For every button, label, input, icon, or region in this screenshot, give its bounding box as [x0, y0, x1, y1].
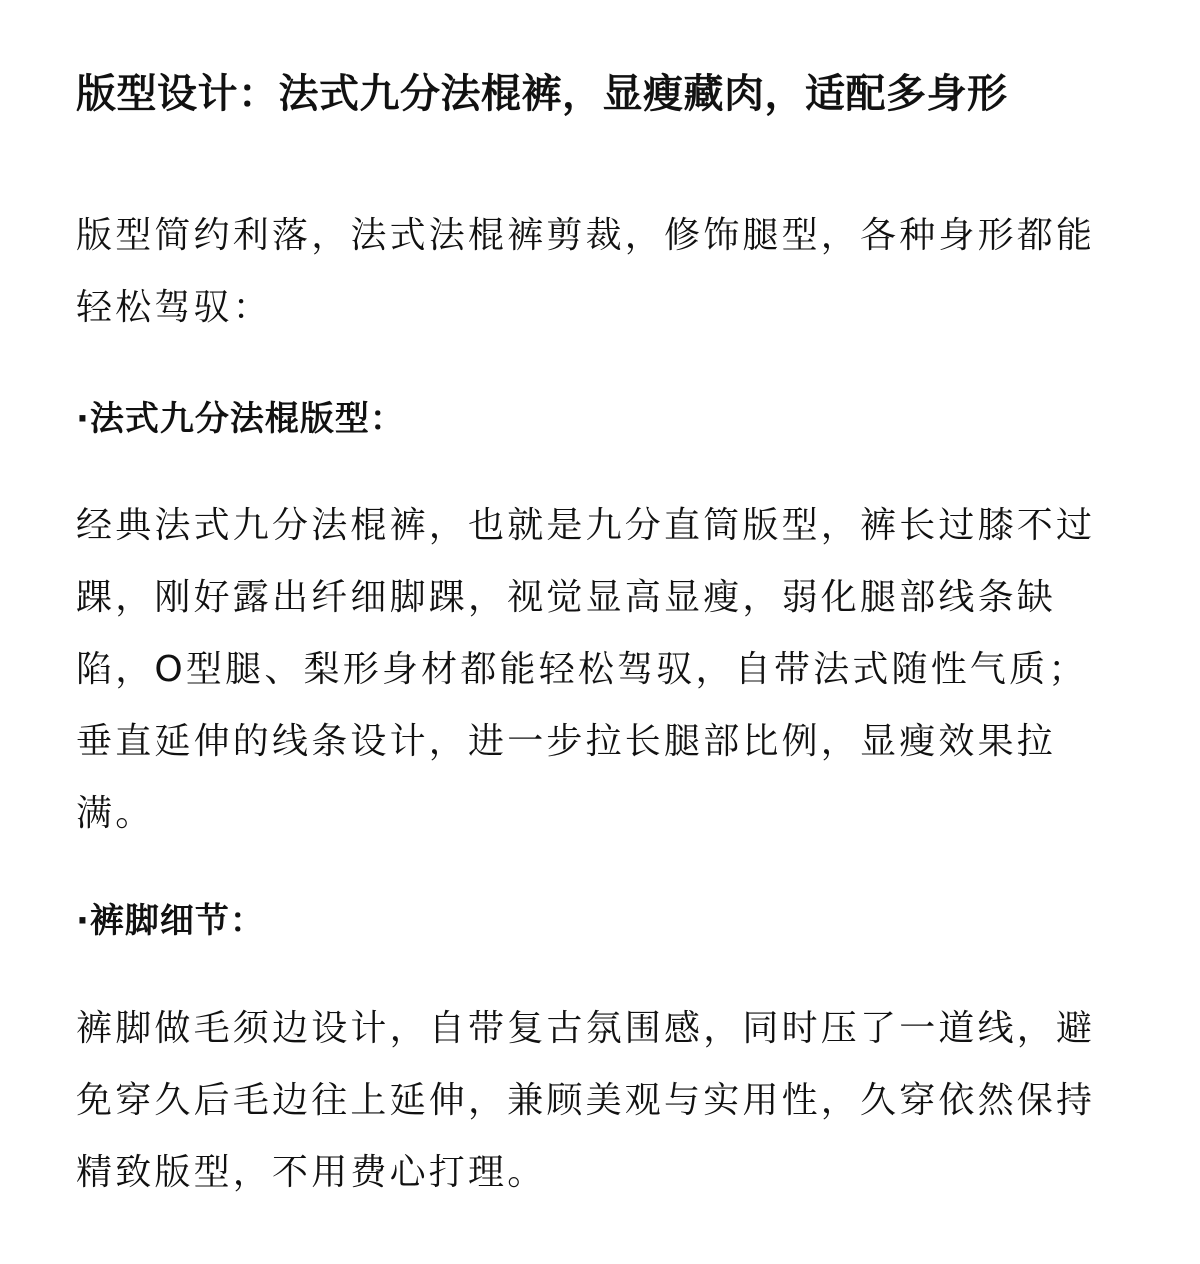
paragraph-line: 免穿久后毛边往上延伸，兼顾美观与实用性，久穿依然保持 — [76, 1080, 1096, 1121]
paragraph-line: 垂直延伸的线条设计，进一步拉长腿部比例，显瘦效果拉 — [76, 721, 1057, 762]
section-heading-fit: ·法式九分法棍版型： — [76, 399, 405, 439]
section-heading-hem: ·裤脚细节： — [76, 901, 265, 941]
paragraph-line: 陷，O型腿、梨形身材都能轻松驾驭，自带法式随性气质； — [76, 649, 1088, 690]
paragraph-line: 版型简约利落，法式法棍裤剪裁，修饰腿型，各种身形都能 — [76, 215, 1096, 256]
paragraph-line: 踝，刚好露出纤细脚踝，视觉显高显瘦，弱化腿部线条缺 — [76, 577, 1057, 618]
paragraph-line: 经典法式九分法棍裤，也就是九分直筒版型，裤长过膝不过 — [76, 505, 1096, 546]
section-paragraph-hem — [76, 993, 1116, 1209]
paragraph-line: 精致版型，不用费心打理。 — [76, 1152, 547, 1193]
intro-paragraph — [76, 200, 1116, 344]
page-title: 版型设计：法式九分法棍裤，显瘦藏肉，适配多身形 — [76, 71, 1008, 117]
section-paragraph-fit — [76, 490, 1116, 850]
paragraph-line: 轻松驾驭： — [76, 287, 273, 328]
paragraph-line: 裤脚做毛须边设计，自带复古氛围感，同时压了一道线，避 — [76, 1008, 1096, 1049]
paragraph-line: 满。 — [76, 793, 155, 834]
